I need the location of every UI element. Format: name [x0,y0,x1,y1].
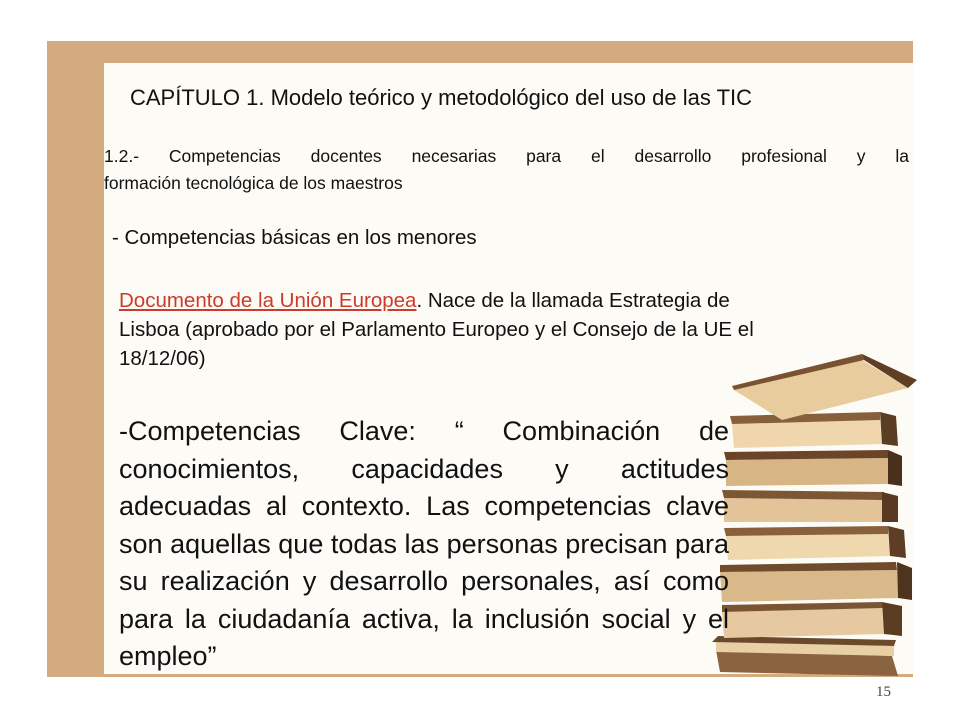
section-subtitle [104,143,909,197]
section-heading: - Competencias básicas en los menores [112,226,477,249]
intro-paragraph-text: . Nace de la llamada Estrategia de Lisboa (aprobado por el Parlamento Europeo y el Consejo de la UE el 18/12/06) [119,289,754,370]
page-number: 15 [876,684,891,700]
intro-paragraph [119,286,779,373]
subtitle-line-2: formación tecnológica de los maestros [104,173,403,193]
subtitle-line-1: 1.2.- Competencias docentes necesarias para el desarrollo profesional y la [104,146,909,166]
slide-title: CAPÍTULO 1. Modelo teórico y metodológico del uso de las TIC [130,85,753,110]
definition-paragraph: -Competencias Clave: “ Combinación de conocimientos, capacidades y actitudes adecuadas al contexto. Las competencias clave son aquellas que todas las personas precisan para su realización y desarrollo personales, así como para la ciudadanía activa, la inclusión social y el empleo” [119,416,729,671]
book-stack-image [712,350,917,676]
eu-document-link[interactable]: Documento de la Unión Europea [119,289,417,312]
